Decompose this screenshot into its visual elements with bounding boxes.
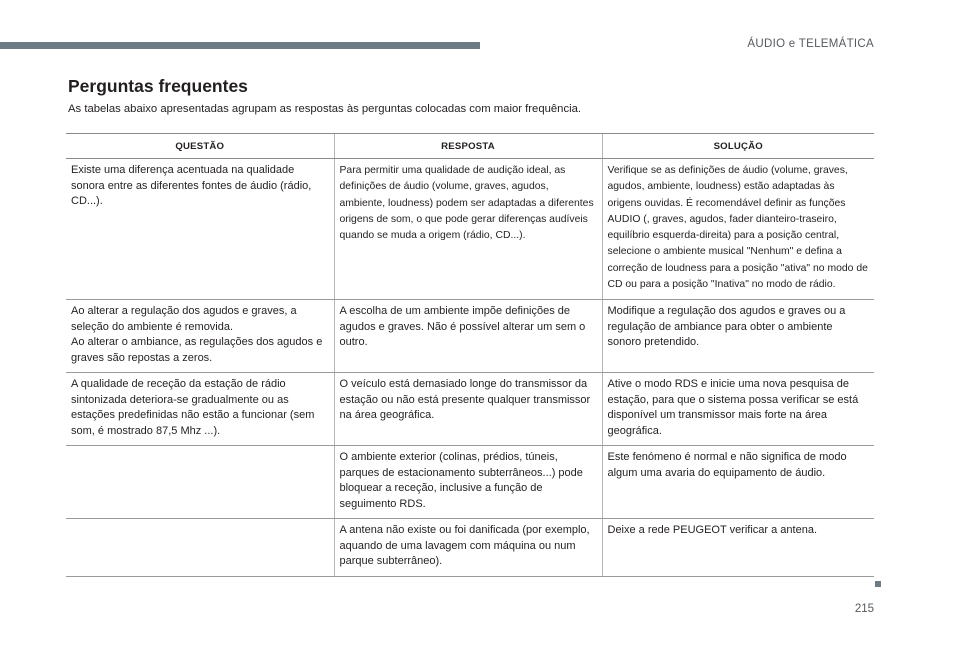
solution-cell: Ative o modo RDS e inicie uma nova pesquisa de estação, para que o sistema possa verificar se está disponível um transmissor mais forte na área geográfica. (602, 373, 874, 446)
question-cell: Ao alterar a regulação dos agudos e graves, a seleção do ambiente é removida. Ao alterar o ambiance, as regulações dos agudos e graves são repostas a zeros. (66, 300, 334, 373)
solution-cell: Modifique a regulação dos agudos e graves ou a regulação de ambiance para obter o ambiente sonoro pretendido. (602, 300, 874, 373)
question-cell: Existe uma diferença acentuada na qualidade sonora entre as diferentes fontes de áudio (rádio, CD...). (66, 159, 334, 300)
table-row (66, 300, 874, 373)
solution-cell: Verifique se as definições de áudio (volume, graves, agudos, ambiente, loudness) estão adaptadas às origens ouvidas. É recomendável definir as funções AUDIO (, graves, agudos, fader dianteiro-traseiro, equilíbrio esquerda-direita) para a posição central, selecione o ambiente musical "Nenhum" e defina a correção de loudness para a posição "ativa" no modo de CD ou para a posição "Inativa" no modo de rádio. (602, 159, 874, 300)
question-cell: A qualidade de receção da estação de rádio sintonizada deteriora-se gradualmente ou as estações predefinidas não estão a funcionar (sem som, é mostrado 87,5 Mhz ...). (66, 373, 334, 446)
question-cell (66, 519, 334, 577)
table-row (66, 159, 874, 300)
answer-cell: O ambiente exterior (colinas, prédios, túneis, parques de estacionamento subterrâneos...) pode bloquear a receção, inclusive a função de seguimento RDS. (334, 446, 602, 519)
section-title: ÁUDIO e TELEMÁTICA (747, 38, 874, 50)
column-header-solution: SOLUÇÃO (602, 134, 874, 159)
question-cell (66, 446, 334, 519)
intro-text: As tabelas abaixo apresentadas agrupam as respostas às perguntas colocadas com maior frequência. (68, 103, 582, 115)
table-header-row (66, 134, 874, 159)
answer-cell: Para permitir uma qualidade de audição ideal, as definições de áudio (volume, graves, agudos, ambiente, loudness) podem ser adaptadas a diferentes origens de som, o que pode gerar diferenças audíveis quando se muda a origem (rádio, CD...). (334, 159, 602, 300)
page-title: Perguntas frequentes (68, 76, 248, 96)
answer-cell: A antena não existe ou foi danificada (por exemplo, aquando de uma lavagem com máquina ou num parque subterrâneo). (334, 519, 602, 577)
solution-cell: Este fenómeno é normal e não significa de modo algum uma avaria do equipamento de áudio. (602, 446, 874, 519)
faq-table (66, 133, 874, 577)
answer-cell: A escolha de um ambiente impõe definições de agudos e graves. Não é possível alterar um sem o outro. (334, 300, 602, 373)
solution-cell: Deixe a rede PEUGEOT verificar a antena. (602, 519, 874, 577)
column-header-answer: RESPOSTA (334, 134, 602, 159)
header-bar (0, 42, 480, 49)
page-marker-square (875, 581, 881, 587)
table-row (66, 446, 874, 519)
table-row (66, 373, 874, 446)
column-header-question: QUESTÃO (66, 134, 334, 159)
page-number: 215 (854, 603, 874, 615)
table-row (66, 519, 874, 577)
answer-cell: O veículo está demasiado longe do transmissor da estação ou não está presente qualquer transmissor na área geográfica. (334, 373, 602, 446)
